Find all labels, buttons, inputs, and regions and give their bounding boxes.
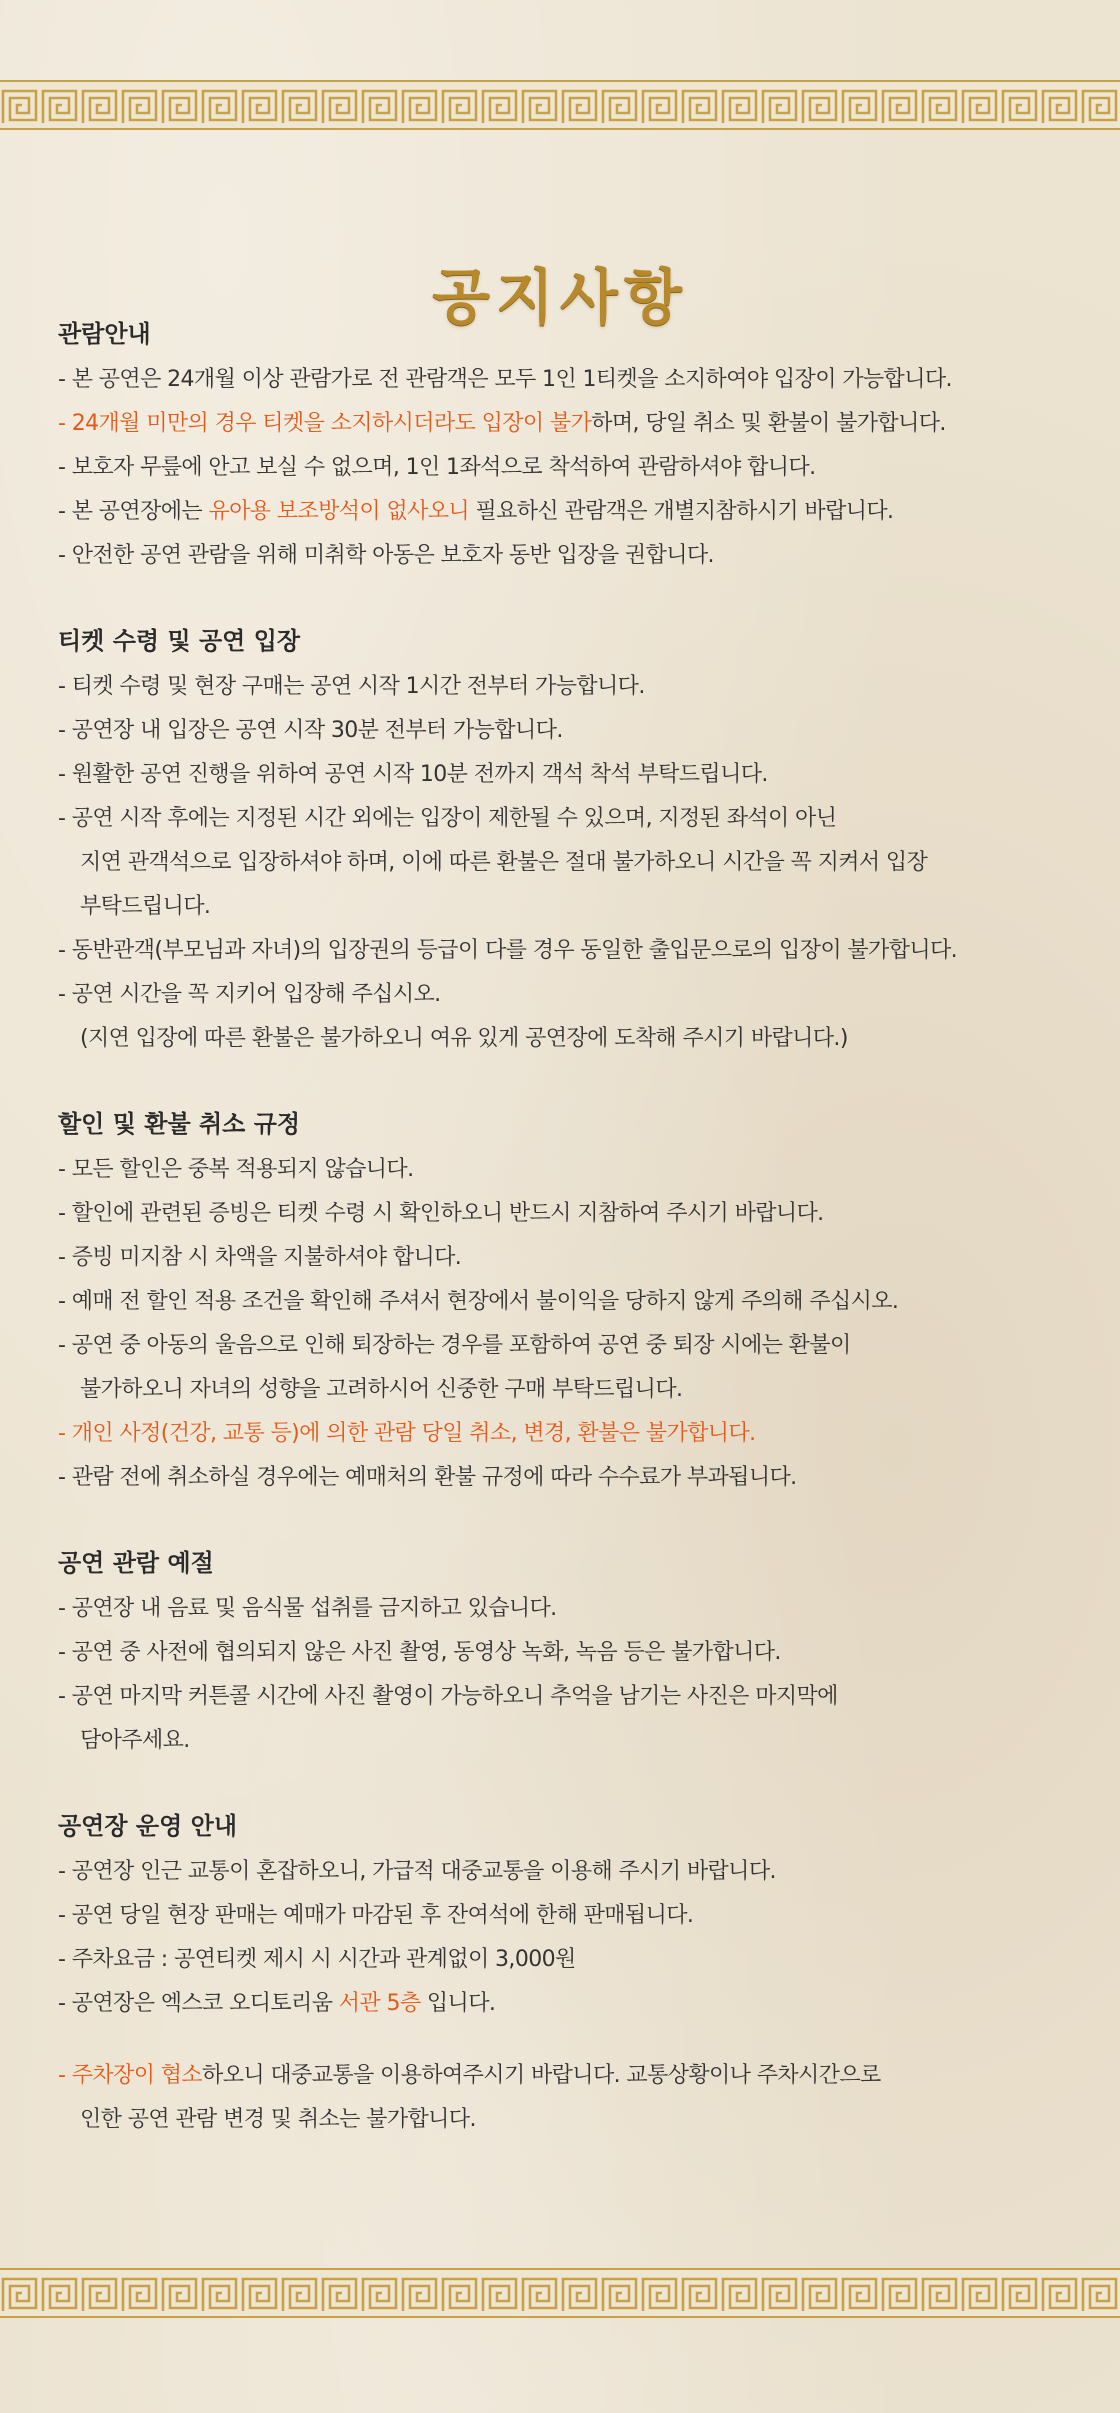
notice-line: - 공연 당일 현장 판매는 예매가 마감된 후 잔여석에 한해 판매됩니다. <box>58 1903 694 1928</box>
page-title: 공지사항 <box>432 263 688 334</box>
section-heading: 티켓 수령 및 공연 입장 <box>58 627 301 655</box>
notice-line: - 공연장 내 음료 및 음식물 섭취를 금지하고 있습니다. <box>58 1596 557 1621</box>
notice-line: - 관람 전에 취소하실 경우에는 예매처의 환불 규정에 따라 수수료가 부과됩니다. <box>58 1465 797 1490</box>
notice-line: - 공연 중 아동의 울음으로 인해 퇴장하는 경우를 포함하여 공연 중 퇴장 시에는 환불이 <box>58 1333 851 1358</box>
notice-line: - 예매 전 할인 적용 조건을 확인해 주셔서 현장에서 불이익을 당하지 않게 주의해 주십시오. <box>58 1289 899 1314</box>
section-venue-operation <box>58 1810 1068 2142</box>
notice-line: - 원활한 공연 진행을 위하여 공연 시작 10분 전까지 객석 착석 부탁드립니다. <box>58 762 768 787</box>
notice-line: - 공연 시간을 꼭 지키어 입장해 주십시오. <box>58 982 441 1007</box>
notice-line: - 보호자 무릎에 안고 보실 수 없으며, 1인 1좌석으로 착석하여 관람하셔야 합니다. <box>58 455 816 480</box>
highlight-text: 서관 5층 <box>338 1991 421 2016</box>
section-heading: 관람안내 <box>58 320 151 348</box>
section-ticket-entry <box>58 625 1068 1061</box>
notice-line: - 주차장이 협소하오니 대중교통을 이용하여주시기 바랍니다. 교통상황이나 주차시간으로 <box>58 2063 881 2088</box>
decorative-border-bottom <box>0 2268 1120 2318</box>
notice-line: - 공연장은 엑스코 오디토리움 서관 5층 입니다. <box>58 1991 496 2016</box>
notice-line: - 24개월 미만의 경우 티켓을 소지하시더라도 입장이 불가하며, 당일 취소 및 환불이 불가합니다. <box>58 411 946 436</box>
section-discount-refund <box>58 1108 1068 1500</box>
notice-line: - 티켓 수령 및 현장 구매는 공연 시작 1시간 전부터 가능합니다. <box>58 674 645 699</box>
notice-content <box>58 318 1068 2189</box>
notice-line-highlight: - 개인 사정(건강, 교통 등)에 의한 관람 당일 취소, 변경, 환불은 불가합니다. <box>58 1421 756 1446</box>
notice-line: - 공연 중 사전에 협의되지 않은 사진 촬영, 동영상 녹화, 녹음 등은 불가합니다. <box>58 1640 781 1665</box>
notice-line: - 공연 마지막 커튼콜 시간에 사진 촬영이 가능하오니 추억을 남기는 사진은 마지막에 <box>58 1684 838 1709</box>
section-etiquette <box>58 1547 1068 1763</box>
notice-line: - 동반관객(부모님과 자녀)의 입장권의 등급이 다를 경우 동일한 출입문으로의 입장이 불가합니다. <box>58 938 958 963</box>
notice-line: - 안전한 공연 관람을 위해 미취학 아동은 보호자 동반 입장을 권합니다. <box>58 543 714 568</box>
notice-line: - 증빙 미지참 시 차액을 지불하셔야 합니다. <box>58 1245 462 1270</box>
notice-line: 부탁드립니다. <box>80 894 211 919</box>
section-heading: 공연 관람 예절 <box>58 1549 214 1577</box>
notice-line: - 주차요금 : 공연티켓 제시 시 시간과 관계없이 3,000원 <box>58 1947 576 1972</box>
notice-line: 담아주세요. <box>80 1728 190 1753</box>
highlight-text: - 24개월 미만의 경우 티켓을 소지하시더라도 입장이 불가 <box>58 411 592 436</box>
notice-line: - 공연장 인근 교통이 혼잡하오니, 가급적 대중교통을 이용해 주시기 바랍니다. <box>58 1859 776 1884</box>
highlight-text: 주차장이 협소 <box>71 2063 203 2088</box>
section-heading: 할인 및 환불 취소 규정 <box>58 1110 301 1138</box>
notice-line: - 공연 시작 후에는 지정된 시간 외에는 입장이 제한될 수 있으며, 지정된 좌석이 아닌 <box>58 806 837 831</box>
notice-line: 불가하오니 자녀의 성향을 고려하시어 신중한 구매 부탁드립니다. <box>80 1377 683 1402</box>
notice-line: - 본 공연은 24개월 이상 관람가로 전 관람객은 모두 1인 1티켓을 소지하여야 입장이 가능합니다. <box>58 367 952 392</box>
notice-line: 지연 관객석으로 입장하셔야 하며, 이에 따른 환불은 절대 불가하오니 시간을 꼭 지켜서 입장 <box>80 850 928 875</box>
notice-line: - 모든 할인은 중복 적용되지 않습니다. <box>58 1157 414 1182</box>
section-viewing-guide <box>58 318 1068 578</box>
decorative-border-top <box>0 80 1120 130</box>
highlight-text: 유아용 보조방석이 없사오니 <box>208 499 470 524</box>
notice-line: - 할인에 관련된 증빙은 티켓 수령 시 확인하오니 반드시 지참하여 주시기 바랍니다. <box>58 1201 824 1226</box>
section-heading: 공연장 운영 안내 <box>58 1812 237 1840</box>
notice-line: (지연 입장에 따른 환불은 불가하오니 여유 있게 공연장에 도착해 주시기 바랍니다.) <box>80 1026 848 1051</box>
notice-line: 인한 공연 관람 변경 및 취소는 불가합니다. <box>80 2107 476 2132</box>
notice-line: - 본 공연장에는 유아용 보조방석이 없사오니 필요하신 관람객은 개별지참하시기 바랍니다. <box>58 499 894 524</box>
notice-line: - 공연장 내 입장은 공연 시작 30분 전부터 가능합니다. <box>58 718 563 743</box>
